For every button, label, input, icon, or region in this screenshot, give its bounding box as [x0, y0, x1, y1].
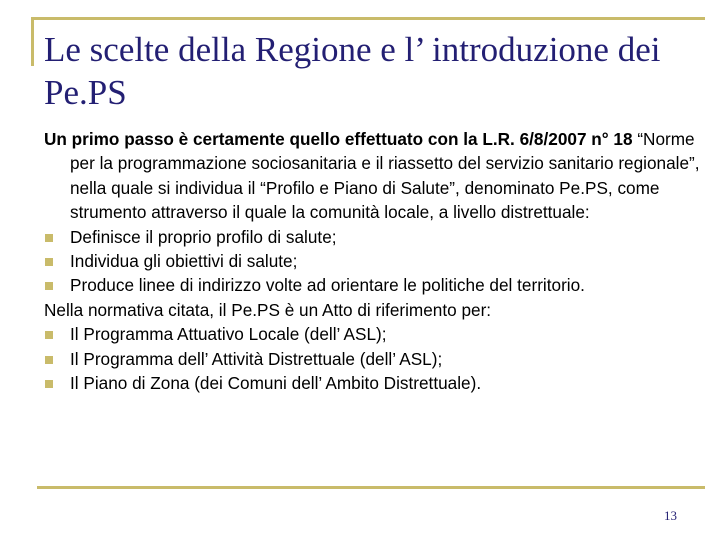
- slide-title: Le scelte della Regione e l’ introduzione dei Pe.PS: [44, 30, 661, 112]
- second-paragraph: Nella normativa citata, il Pe.PS è un Atto di riferimento per:: [44, 299, 492, 320]
- list-item: [44, 371, 704, 395]
- top-rule: [31, 17, 705, 20]
- list-item: [44, 322, 704, 346]
- square-bullet-icon: [45, 282, 53, 290]
- bullet-text: Il Programma Attuativo Locale (dell’ ASL);: [70, 324, 387, 345]
- bullet-text: Il Piano di Zona (dei Comuni dell’ Ambito Distrettuale).: [70, 373, 482, 394]
- left-rule: [31, 17, 34, 66]
- square-bullet-icon: [45, 234, 53, 242]
- bullet-text: Definisce il proprio profilo di salute;: [70, 226, 337, 247]
- list-item: [44, 273, 704, 297]
- square-bullet-icon: [45, 331, 53, 339]
- page-number: 13: [664, 508, 677, 523]
- intro-lead: Un primo passo è certamente quello effettuato con la L.R. 6/8/2007 n° 18: [44, 129, 633, 149]
- intro-paragraph: [44, 127, 704, 225]
- square-bullet-icon: [45, 258, 53, 266]
- bullet-text: Il Programma dell’ Attività Distrettuale (dell’ ASL);: [70, 348, 443, 369]
- square-bullet-icon: [45, 356, 53, 364]
- list-item: [44, 347, 704, 371]
- list-item: [44, 249, 704, 273]
- slide-body: [44, 127, 704, 395]
- bottom-rule: [37, 486, 705, 489]
- square-bullet-icon: [45, 380, 53, 388]
- intro-rest: “Norme per la programmazione sociosanitaria e il riassetto del servizio sanitario regionale”, nella quale si individua il “Profilo e Piano di Salute”, denominato Pe.PS, come strumento attraverso il quale la comunità locale, a livello distrettuale:: [70, 129, 700, 223]
- bullet-text: Produce linee di indirizzo volte ad orientare le politiche del territorio.: [70, 275, 585, 296]
- list-item: [44, 225, 704, 249]
- bullet-text: Individua gli obiettivi di salute;: [70, 251, 298, 272]
